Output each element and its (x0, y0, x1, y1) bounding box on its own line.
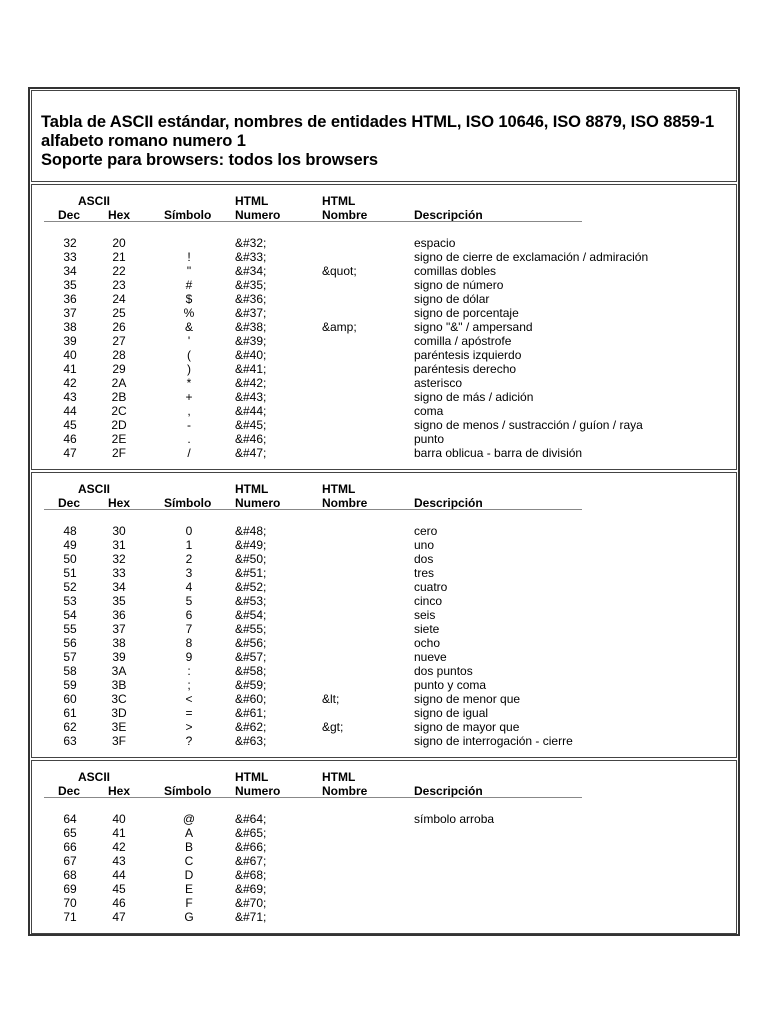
table-row (32, 566, 732, 580)
cell-simbolo: A (184, 826, 193, 840)
table-row (32, 608, 732, 622)
cell-simbolo: D (184, 868, 194, 882)
table-row (32, 362, 732, 376)
cell-descripcion: coma (414, 404, 444, 418)
cell-numero: &#67; (235, 854, 267, 868)
title-line-2: Soporte para browsers: todos los browsers (41, 151, 378, 169)
cell-hex: 28 (112, 348, 126, 362)
cell-dec: 33 (63, 250, 77, 264)
cell-simbolo: / (187, 446, 191, 460)
header-descripcion: Descripción (414, 208, 483, 222)
cell-descripcion: cero (414, 524, 438, 538)
cell-simbolo: > (185, 720, 193, 734)
header-html-numero-group: HTML (235, 194, 269, 208)
header-hex: Hex (108, 496, 131, 510)
cell-descripcion: signo de dólar (414, 292, 490, 306)
cell-descripcion: uno (414, 538, 435, 552)
cell-numero: &#51; (235, 566, 267, 580)
cell-hex: 2E (111, 432, 127, 446)
header-ascii: ASCII (78, 770, 111, 784)
cell-numero: &#61; (235, 706, 267, 720)
cell-numero: &#49; (235, 538, 267, 552)
cell-dec: 54 (63, 608, 77, 622)
header-nombre: Nombre (322, 784, 368, 798)
cell-descripcion: espacio (414, 236, 456, 250)
table-row (32, 524, 732, 538)
header-dec: Dec (58, 496, 81, 510)
cell-descripcion: signo de menos / sustracción / guíon / raya (414, 418, 643, 432)
table-row (32, 664, 732, 678)
table-row (32, 552, 732, 566)
cell-simbolo: 3 (185, 566, 193, 580)
cell-simbolo: C (184, 854, 194, 868)
cell-nombre: &gt; (322, 720, 344, 734)
cell-simbolo: 0 (185, 524, 193, 538)
cell-dec: 44 (63, 404, 77, 418)
cell-simbolo: ( (187, 348, 191, 362)
cell-nombre: &quot; (322, 264, 357, 278)
cell-descripcion: paréntesis izquierdo (414, 348, 522, 362)
header-numero: Numero (235, 208, 281, 222)
cell-dec: 42 (63, 376, 77, 390)
cell-hex: 2C (111, 404, 127, 418)
cell-simbolo: E (184, 882, 193, 896)
table-row (32, 236, 732, 250)
cell-hex: 35 (112, 594, 126, 608)
cell-simbolo: 8 (185, 636, 193, 650)
cell-descripcion: cuatro (414, 580, 448, 594)
header-simbolo: Símbolo (164, 496, 212, 510)
cell-dec: 69 (63, 882, 77, 896)
cell-descripcion: signo de interrogación - cierre (414, 734, 573, 748)
cell-simbolo: & (184, 320, 193, 334)
cell-simbolo: ' (187, 334, 191, 348)
cell-dec: 71 (63, 910, 77, 924)
cell-simbolo: = (185, 706, 193, 720)
table-row (32, 650, 732, 664)
cell-hex: 20 (112, 236, 126, 250)
cell-dec: 35 (63, 278, 77, 292)
cell-descripcion: signo de igual (414, 706, 489, 720)
table-row (32, 910, 732, 924)
table-row (32, 250, 732, 264)
cell-numero: &#56; (235, 636, 267, 650)
table-row (32, 292, 732, 306)
cell-numero: &#63; (235, 734, 267, 748)
table-row (32, 418, 732, 432)
table-row (32, 826, 732, 840)
table-row (32, 538, 732, 552)
table-rows (32, 524, 732, 748)
table-section-3 (31, 760, 737, 934)
cell-simbolo: : (187, 664, 191, 678)
table-rows (32, 812, 732, 924)
cell-descripcion: signo de más / adición (414, 390, 534, 404)
cell-descripcion: nueve (414, 650, 447, 664)
cell-hex: 41 (112, 826, 126, 840)
cell-numero: &#37; (235, 306, 267, 320)
cell-numero: &#43; (235, 390, 267, 404)
table-row (32, 720, 732, 734)
cell-dec: 56 (63, 636, 77, 650)
cell-numero: &#55; (235, 622, 267, 636)
cell-hex: 27 (112, 334, 126, 348)
cell-hex: 38 (112, 636, 126, 650)
cell-hex: 25 (112, 306, 126, 320)
cell-simbolo: ? (185, 734, 193, 748)
cell-descripcion: signo de número (414, 278, 504, 292)
table-row (32, 390, 732, 404)
cell-dec: 68 (63, 868, 77, 882)
cell-numero: &#41; (235, 362, 267, 376)
table-row (32, 376, 732, 390)
cell-dec: 41 (63, 362, 77, 376)
cell-nombre: &amp; (322, 320, 357, 334)
cell-numero: &#54; (235, 608, 267, 622)
cell-hex: 42 (112, 840, 126, 854)
cell-dec: 61 (63, 706, 77, 720)
header-html-nombre-group: HTML (322, 194, 356, 208)
title-line-1: Tabla de ASCII estándar, nombres de entidades HTML, ISO 10646, ISO 8879, ISO 8859-1 alfabeto romano numero 1 (41, 113, 715, 150)
table-row (32, 868, 732, 882)
cell-simbolo: ) (187, 362, 191, 376)
page-title (41, 113, 731, 170)
cell-hex: 46 (112, 896, 126, 910)
cell-hex: 3F (111, 734, 126, 748)
cell-numero: &#70; (235, 896, 267, 910)
cell-simbolo: " (186, 264, 192, 278)
header-dec: Dec (58, 784, 81, 798)
cell-hex: 3B (111, 678, 127, 692)
cell-hex: 3A (111, 664, 127, 678)
cell-simbolo: ! (187, 250, 191, 264)
cell-numero: &#40; (235, 348, 267, 362)
cell-dec: 32 (63, 236, 77, 250)
cell-numero: &#48; (235, 524, 267, 538)
cell-simbolo: * (186, 376, 192, 390)
cell-descripcion: comilla / apóstrofe (414, 334, 512, 348)
cell-simbolo: , (187, 404, 191, 418)
header-html-numero-group: HTML (235, 482, 269, 496)
cell-simbolo: 1 (185, 538, 193, 552)
cell-hex: 21 (112, 250, 126, 264)
cell-numero: &#35; (235, 278, 267, 292)
cell-descripcion: siete (414, 622, 440, 636)
cell-simbolo: - (187, 418, 191, 432)
cell-numero: &#53; (235, 594, 267, 608)
cell-simbolo: . (187, 432, 191, 446)
cell-numero: &#58; (235, 664, 267, 678)
cell-dec: 59 (63, 678, 77, 692)
header-hex: Hex (108, 208, 131, 222)
header-descripcion: Descripción (414, 496, 483, 510)
cell-descripcion: símbolo arroba (414, 812, 495, 826)
cell-hex: 3D (111, 706, 127, 720)
cell-dec: 52 (63, 580, 77, 594)
cell-descripcion: signo de menor que (414, 692, 521, 706)
cell-simbolo: + (185, 390, 193, 404)
table-section-2 (31, 472, 737, 758)
cell-simbolo: 2 (185, 552, 193, 566)
cell-dec: 63 (63, 734, 77, 748)
cell-descripcion: signo de porcentaje (414, 306, 519, 320)
cell-dec: 45 (63, 418, 77, 432)
cell-descripcion: signo de cierre de exclamación / admiración (414, 250, 649, 264)
cell-dec: 34 (63, 264, 77, 278)
cell-dec: 49 (63, 538, 77, 552)
cell-simbolo: 9 (185, 650, 193, 664)
header-simbolo: Símbolo (164, 784, 212, 798)
cell-descripcion: cinco (414, 594, 443, 608)
cell-numero: &#46; (235, 432, 267, 446)
cell-dec: 60 (63, 692, 77, 706)
cell-numero: &#42; (235, 376, 267, 390)
cell-descripcion: barra oblicua - barra de división (414, 446, 583, 460)
cell-descripcion: paréntesis derecho (414, 362, 517, 376)
cell-hex: 2B (111, 390, 127, 404)
cell-dec: 38 (63, 320, 77, 334)
table-row (32, 622, 732, 636)
cell-numero: &#62; (235, 720, 267, 734)
cell-hex: 33 (112, 566, 126, 580)
cell-simbolo: $ (185, 292, 193, 306)
cell-dec: 48 (63, 524, 77, 538)
table-row (32, 692, 732, 706)
cell-dec: 46 (63, 432, 77, 446)
cell-simbolo: % (183, 306, 195, 320)
cell-descripcion: punto (414, 432, 445, 446)
cell-hex: 2F (111, 446, 126, 460)
table-row (32, 706, 732, 720)
cell-simbolo: 4 (185, 580, 193, 594)
table-row (32, 636, 732, 650)
cell-numero: &#50; (235, 552, 267, 566)
cell-descripcion: ocho (414, 636, 441, 650)
table-row (32, 840, 732, 854)
header-descripcion: Descripción (414, 784, 483, 798)
cell-simbolo: < (185, 692, 193, 706)
header-divider (44, 221, 582, 222)
cell-hex: 3C (111, 692, 127, 706)
cell-simbolo: @ (182, 812, 196, 826)
cell-hex: 30 (112, 524, 126, 538)
cell-numero: &#60; (235, 692, 267, 706)
cell-simbolo: B (184, 840, 193, 854)
cell-hex: 2D (111, 418, 127, 432)
cell-numero: &#66; (235, 840, 267, 854)
table-row (32, 580, 732, 594)
cell-numero: &#59; (235, 678, 267, 692)
cell-numero: &#69; (235, 882, 267, 896)
cell-numero: &#39; (235, 334, 267, 348)
cell-hex: 29 (112, 362, 126, 376)
cell-descripcion: tres (414, 566, 435, 580)
table-row (32, 854, 732, 868)
header-nombre: Nombre (322, 496, 368, 510)
header-ascii: ASCII (78, 482, 111, 496)
cell-simbolo: F (185, 896, 193, 910)
cell-nombre: &lt; (322, 692, 340, 706)
cell-dec: 51 (63, 566, 77, 580)
table-row (32, 446, 732, 460)
cell-simbolo: ; (187, 678, 191, 692)
cell-dec: 62 (63, 720, 77, 734)
table-row (32, 594, 732, 608)
cell-dec: 55 (63, 622, 77, 636)
cell-numero: &#44; (235, 404, 267, 418)
cell-numero: &#52; (235, 580, 267, 594)
cell-numero: &#45; (235, 418, 267, 432)
cell-hex: 3E (111, 720, 127, 734)
header-ascii: ASCII (78, 194, 111, 208)
cell-dec: 53 (63, 594, 77, 608)
cell-hex: 31 (112, 538, 126, 552)
cell-simbolo: G (184, 910, 194, 924)
cell-dec: 37 (63, 306, 77, 320)
cell-numero: &#38; (235, 320, 267, 334)
header-html-nombre-group: HTML (322, 770, 356, 784)
table-rows (32, 236, 732, 460)
header-dec: Dec (58, 208, 81, 222)
cell-dec: 50 (63, 552, 77, 566)
cell-hex: 23 (112, 278, 126, 292)
table-row (32, 734, 732, 748)
cell-numero: &#68; (235, 868, 267, 882)
cell-simbolo: 6 (185, 608, 193, 622)
cell-dec: 47 (63, 446, 77, 460)
cell-simbolo: 5 (185, 594, 193, 608)
cell-numero: &#64; (235, 812, 267, 826)
header-divider (44, 509, 582, 510)
cell-dec: 70 (63, 896, 77, 910)
cell-simbolo: # (185, 278, 193, 292)
table-row (32, 896, 732, 910)
table-row (32, 320, 732, 334)
table-row (32, 678, 732, 692)
cell-numero: &#47; (235, 446, 267, 460)
cell-numero: &#57; (235, 650, 267, 664)
cell-descripcion: asterisco (414, 376, 463, 390)
cell-descripcion: signo de mayor que (414, 720, 520, 734)
table-row (32, 278, 732, 292)
cell-numero: &#65; (235, 826, 267, 840)
cell-dec: 67 (63, 854, 77, 868)
cell-dec: 43 (63, 390, 77, 404)
header-simbolo: Símbolo (164, 208, 212, 222)
cell-dec: 58 (63, 664, 77, 678)
table-row (32, 306, 732, 320)
cell-hex: 22 (112, 264, 126, 278)
header-hex: Hex (108, 784, 131, 798)
cell-dec: 65 (63, 826, 77, 840)
header-html-numero-group: HTML (235, 770, 269, 784)
table-row (32, 432, 732, 446)
cell-hex: 24 (112, 292, 126, 306)
cell-numero: &#33; (235, 250, 267, 264)
header-html-nombre-group: HTML (322, 482, 356, 496)
cell-descripcion: dos (414, 552, 434, 566)
cell-descripcion: seis (414, 608, 436, 622)
table-row (32, 812, 732, 826)
cell-hex: 2A (111, 376, 127, 390)
cell-numero: &#32; (235, 236, 267, 250)
cell-numero: &#34; (235, 264, 267, 278)
cell-hex: 36 (112, 608, 126, 622)
cell-dec: 36 (63, 292, 77, 306)
cell-descripcion: comillas dobles (414, 264, 497, 278)
cell-hex: 34 (112, 580, 126, 594)
cell-hex: 37 (112, 622, 126, 636)
table-row (32, 348, 732, 362)
cell-hex: 40 (112, 812, 126, 826)
cell-hex: 39 (112, 650, 126, 664)
cell-descripcion: punto y coma (414, 678, 487, 692)
table-row (32, 882, 732, 896)
cell-hex: 47 (112, 910, 126, 924)
cell-numero: &#36; (235, 292, 267, 306)
header-divider (44, 797, 582, 798)
cell-dec: 64 (63, 812, 77, 826)
cell-simbolo: 7 (185, 622, 193, 636)
cell-hex: 26 (112, 320, 126, 334)
header-numero: Numero (235, 496, 281, 510)
cell-dec: 66 (63, 840, 77, 854)
cell-dec: 40 (63, 348, 77, 362)
header-nombre: Nombre (322, 208, 368, 222)
cell-descripcion: signo "&" / ampersand (414, 320, 533, 334)
cell-descripcion: dos puntos (414, 664, 473, 678)
cell-dec: 39 (63, 334, 77, 348)
table-section-1 (31, 184, 737, 470)
table-row (32, 264, 732, 278)
cell-numero: &#71; (235, 910, 267, 924)
cell-hex: 45 (112, 882, 126, 896)
cell-hex: 44 (112, 868, 126, 882)
title-panel (31, 90, 737, 182)
cell-hex: 32 (112, 552, 126, 566)
cell-dec: 57 (63, 650, 77, 664)
table-row (32, 334, 732, 348)
header-numero: Numero (235, 784, 281, 798)
table-row (32, 404, 732, 418)
cell-hex: 43 (112, 854, 126, 868)
